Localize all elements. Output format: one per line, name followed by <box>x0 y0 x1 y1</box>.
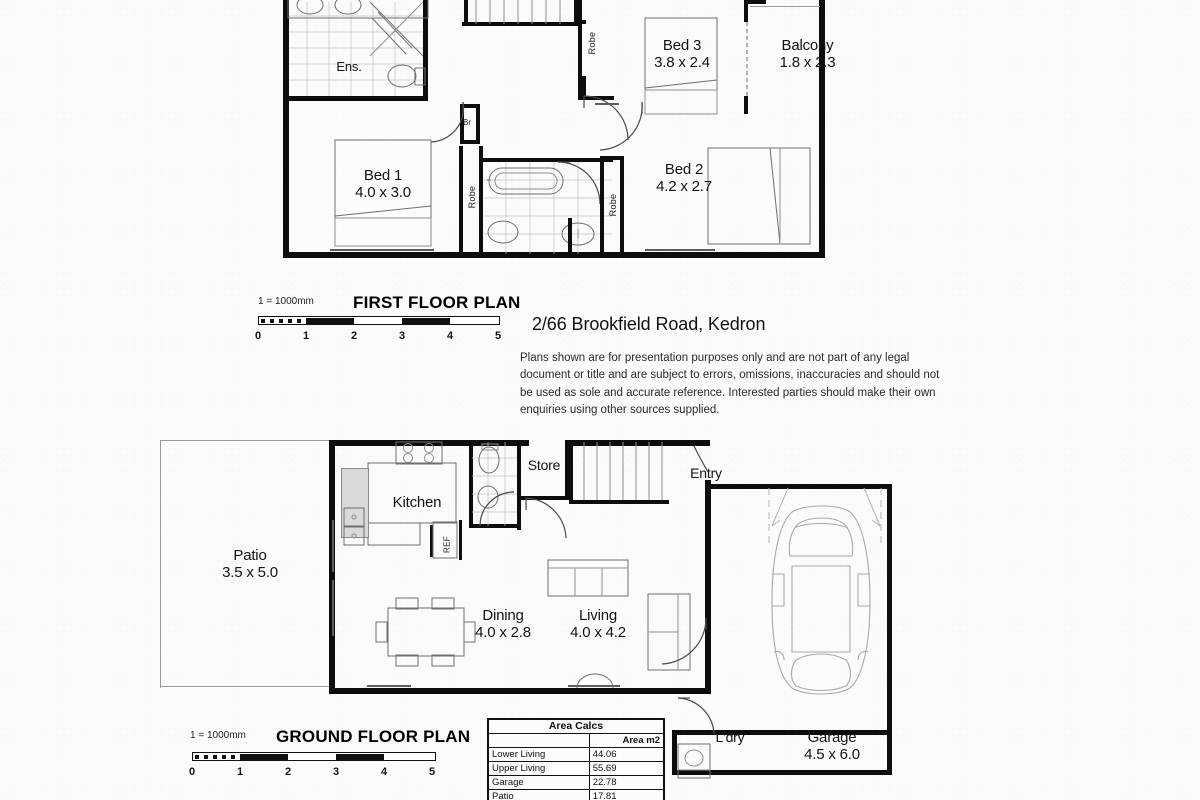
area-row-label-2: Garage <box>489 776 590 790</box>
appliance-label-ref: REF <box>442 536 452 553</box>
wall-stair-gf-bottom <box>569 500 669 504</box>
patio-edge-top <box>160 440 332 441</box>
scale-tick-ff-1: 1 <box>303 330 310 342</box>
room-label-bed-2: Bed 2 4.2 x 2.7 <box>656 161 712 195</box>
wall-robe1-left <box>459 146 463 258</box>
area-row-label-3: Patio <box>489 790 590 800</box>
window-bed-2 <box>645 249 715 251</box>
car-icon <box>758 502 882 698</box>
door-living-garage <box>660 618 712 670</box>
ensuite-shower <box>370 2 425 62</box>
table-row <box>489 790 664 800</box>
scale-tick-gf-5: 5 <box>429 766 436 778</box>
room-label-entry: Entry <box>690 465 722 481</box>
wall-ref-right <box>459 520 462 560</box>
room-label-dining: Dining 4.0 x 2.8 <box>475 607 531 641</box>
window-hall <box>595 103 619 105</box>
room-label-laundry: L'dry <box>715 729 745 745</box>
door-bed-2 <box>596 100 646 156</box>
entry-door-arrow <box>678 444 718 476</box>
area-calcs-column-header: Area m2 <box>589 734 663 748</box>
ground-floor-plan-title: GROUND FLOOR PLAN <box>276 727 471 746</box>
area-row-value-1: 55.69 <box>589 762 663 776</box>
wall-robe3-bottom <box>574 20 586 24</box>
wall-balcony-left-bottom <box>744 96 748 114</box>
room-label-bed-1: Bed 1 4.0 x 3.0 <box>355 167 411 201</box>
scale-tick-ff-2: 2 <box>351 330 358 342</box>
scale-seg-ff-b <box>306 318 354 324</box>
balcony-rail <box>746 22 749 98</box>
ground-floor-scale-bar <box>192 752 436 761</box>
scale-dots-gf <box>195 755 239 759</box>
area-row-value-2: 22.78 <box>589 776 663 790</box>
patio-edge-bottom <box>160 686 332 687</box>
scale-tick-ff-5: 5 <box>495 330 502 342</box>
patio-edge-left <box>160 440 161 688</box>
scale-seg-gf-d <box>336 754 384 760</box>
wall-robe2-left <box>600 162 604 258</box>
window-patio-slider-2 <box>332 580 334 636</box>
wall-store-left <box>517 440 521 530</box>
wall-garage-right <box>887 484 892 772</box>
wall-balcony-top <box>744 0 766 4</box>
wall-gf-bottom <box>329 688 711 694</box>
scale-tick-gf-2: 2 <box>285 766 292 778</box>
storage-label-robe-3: Robe <box>587 31 597 55</box>
wall-robe2-right <box>620 156 624 258</box>
scale-tick-ff-0: 0 <box>255 330 262 342</box>
area-calcs-table <box>487 718 665 800</box>
room-label-balcony: Balcony 1.8 x 2.3 <box>779 37 836 71</box>
door-store <box>524 498 572 546</box>
window-patio-slider <box>332 520 334 572</box>
area-row-label-0: Lower Living <box>489 748 590 762</box>
bathroom-basin <box>486 218 522 248</box>
scale-tick-gf-1: 1 <box>237 766 244 778</box>
balcony-edge-line <box>750 6 820 7</box>
wall-robe1-right <box>479 146 483 258</box>
area-calcs-title: Area Calcs <box>489 720 664 734</box>
scale-tick-gf-0: 0 <box>189 766 196 778</box>
storage-label-robe-2: Robe <box>608 193 618 217</box>
sofa-three-seat <box>548 560 630 600</box>
wall-bath-wc-divider <box>568 218 572 258</box>
powder-toilet <box>476 444 504 476</box>
storage-label-robe-1: Robe <box>467 185 477 209</box>
window-bed-1 <box>330 249 434 251</box>
table-row <box>489 748 664 762</box>
disclaimer-text: Plans shown are for presentation purposes only and are not part of any legal document or title and are subject to errors, omissions, inaccuracies and should not be used as sole and accurate reference. Interested parties should make their own enquiries using other sources supplied. <box>520 352 940 416</box>
scale-tick-ff-4: 4 <box>447 330 454 342</box>
scale-dots-ff <box>261 319 305 323</box>
table-row <box>489 762 664 776</box>
room-label-store: Store <box>527 457 561 473</box>
scale-seg-gf-b <box>240 754 288 760</box>
area-row-value-0: 44.06 <box>589 748 663 762</box>
window-dining <box>367 685 411 687</box>
scale-tick-gf-3: 3 <box>333 766 340 778</box>
bathroom-toilet <box>556 220 600 252</box>
wall-br-right <box>476 107 480 144</box>
scale-seg-ff-d <box>402 318 450 324</box>
room-label-garage: Garage 4.5 x 6.0 <box>804 729 860 763</box>
scale-tick-ff-3: 3 <box>399 330 406 342</box>
area-calcs-title-row <box>489 720 664 734</box>
kitchen-sink <box>344 508 366 548</box>
room-label-patio: Patio 3.5 x 5.0 <box>222 547 278 581</box>
door-powder <box>478 490 522 534</box>
property-address: 2/66 Brookfield Road, Kedron <box>532 314 766 334</box>
scale-tick-gf-4: 4 <box>381 766 388 778</box>
room-label-kitchen: Kitchen <box>392 494 442 511</box>
door-bathroom <box>556 160 604 208</box>
area-calcs-blank-cell <box>489 734 590 748</box>
area-row-label-1: Upper Living <box>489 762 590 776</box>
table-row <box>489 776 664 790</box>
area-calcs-header-row <box>489 734 664 748</box>
room-label-bed-3: Bed 3 3.8 x 2.4 <box>654 37 710 71</box>
ensuite-toilet <box>386 62 426 94</box>
wall-garage-top-left <box>711 484 751 489</box>
wall-robe2-top <box>600 156 624 160</box>
laundry-tub <box>678 744 712 780</box>
staircase-upper <box>466 0 578 24</box>
staircase-lower <box>573 442 669 500</box>
living-bay-window <box>575 672 615 690</box>
first-floor-plan-title: FIRST FLOOR PLAN <box>353 293 521 312</box>
bathtub <box>487 166 567 198</box>
first-floor-scale-note: 1 = 1000mm <box>258 296 314 307</box>
closet-label-br: Br <box>463 118 471 127</box>
room-label-living: Living 4.0 x 4.2 <box>570 607 626 641</box>
ground-floor-scale-note: 1 = 1000mm <box>190 730 246 741</box>
room-label-ensuite: Ens. <box>336 59 362 74</box>
area-row-value-3: 17.81 <box>589 790 663 800</box>
